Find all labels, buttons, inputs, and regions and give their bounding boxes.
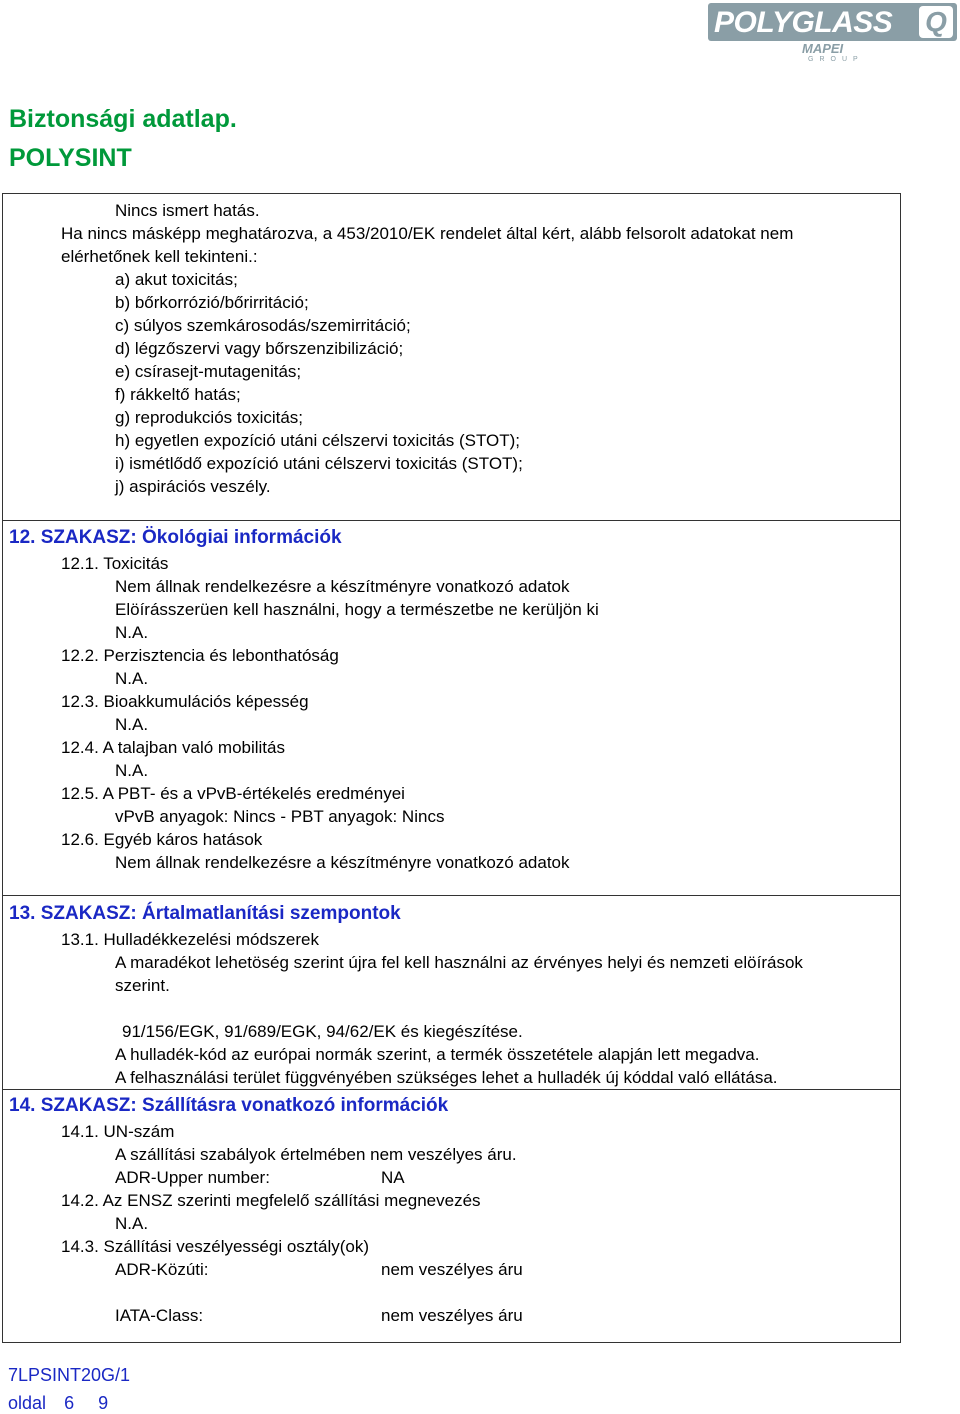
intro-text: Nincs ismert hatás. (115, 201, 260, 220)
subsection-text: N.A. (115, 761, 149, 780)
toxicity-list-item: a) akut toxicitás; (115, 270, 238, 289)
logo-brand: POLYGLASS (714, 6, 893, 39)
hazard-class-title: 14.3. Szállítási veszélyességi osztály(ok) (61, 1237, 370, 1256)
note-line-2: elérhetőnek kell tekinteni.: (61, 247, 258, 266)
subsection-title: 12.6. Egyéb káros hatások (61, 830, 263, 849)
divider-14 (2, 1089, 901, 1090)
section-14-heading: 14. SZAKASZ: Szállításra vonatkozó információk (9, 1095, 449, 1116)
polyglass-logo (708, 3, 957, 65)
logo-q-mark: Q (919, 6, 953, 38)
shipping-name-title: 14.2. Az ENSZ szerinti megfelelő szállítási megnevezés (61, 1191, 481, 1210)
subsection-title: 12.3. Bioakkumulációs képesség (61, 692, 309, 711)
adr-upper-value: NA (381, 1168, 405, 1187)
toxicity-list-item: g) reprodukciós toxicitás; (115, 408, 304, 427)
document-title: Biztonsági adatlap. (9, 105, 237, 133)
subsection-text: N.A. (115, 623, 149, 642)
waste-text-1: A maradékot lehetöség szerint újra fel kell használni az érvényes helyi és nemzeti elöírások (115, 953, 803, 972)
subsection-title: 12.1. Toxicitás (61, 554, 169, 573)
divider-12 (2, 520, 901, 521)
toxicity-list-item: h) egyetlen expozíció utáni célszervi toxicitás (STOT); (115, 431, 521, 450)
waste-code: A hulladék-kód az európai normák szerint, a termék összetétele alapján lett megadva. (115, 1045, 760, 1064)
shipping-name-value: N.A. (115, 1214, 149, 1233)
adr-road-value: nem veszélyes áru (381, 1260, 523, 1279)
toxicity-list-item: f) rákkeltő hatás; (115, 385, 241, 404)
subsection-title: 12.2. Perzisztencia és lebonthatóság (61, 646, 339, 665)
toxicity-list-item: d) légzőszervi vagy bőrszenzibilizáció; (115, 339, 404, 358)
page-label: oldal (8, 1393, 47, 1413)
waste-methods-title: 13.1. Hulladékkezelési módszerek (61, 930, 319, 949)
waste-directives: 91/156/EGK, 91/689/EGK, 94/62/EK és kiegészítése. (122, 1022, 523, 1041)
page-indicator (8, 1392, 108, 1414)
subsection-text: N.A. (115, 715, 149, 734)
page-total: 9 (98, 1393, 109, 1413)
un-number-title: 14.1. UN-szám (61, 1122, 175, 1141)
section-13-heading: 13. SZAKASZ: Ártalmatlanítási szempontok (9, 903, 401, 924)
subsection-text: N.A. (115, 669, 149, 688)
divider-13 (2, 895, 901, 896)
un-number-text: A szállítási szabályok értelmében nem veszélyes áru. (115, 1145, 517, 1164)
subsection-text: vPvB anyagok: Nincs - PBT anyagok: Nincs (115, 807, 445, 826)
toxicity-list-item: i) ismétlődő expozíció utáni célszervi toxicitás (STOT); (115, 454, 523, 473)
iata-class-label: IATA-Class: (115, 1306, 204, 1325)
subsection-text: Nem állnak rendelkezésre a készítményre vonatkozó adatok (115, 577, 570, 596)
logo-mapei: MAPEI (802, 41, 844, 56)
toxicity-list-item: b) bőrkorrózió/bőrirritáció; (115, 293, 309, 312)
toxicity-list-item: e) csírasejt-mutagenitás; (115, 362, 302, 381)
logo-group: GROUP (808, 56, 864, 63)
section-12-heading: 12. SZAKASZ: Ökológiai információk (9, 527, 342, 548)
note-line-1: Ha nincs másképp meghatározva, a 453/2010/EK rendelet által kért, alább felsorolt adatokat nem (61, 224, 794, 243)
iata-class-value: nem veszélyes áru (381, 1306, 523, 1325)
adr-road-label: ADR-Közúti: (115, 1260, 209, 1279)
subsection-title: 12.4. A talajban való mobilitás (61, 738, 285, 757)
waste-text-2: szerint. (115, 976, 170, 995)
subsection-text: Elöírásszerüen kell használni, hogy a természetbe ne kerüljön ki (115, 600, 599, 619)
document-code: 7LPSINT20G/1 (8, 1365, 131, 1385)
subsection-text: Nem állnak rendelkezésre a készítményre vonatkozó adatok (115, 853, 570, 872)
toxicity-list-item: j) aspirációs veszély. (115, 477, 271, 496)
adr-upper-label: ADR-Upper number: (115, 1168, 270, 1187)
toxicity-list-item: c) súlyos szemkárosodás/szemirritáció; (115, 316, 411, 335)
waste-area: A felhasználási terület függvényében szükséges lehet a hulladék új kóddal való ellátása. (115, 1068, 778, 1087)
logo-band (708, 3, 957, 41)
subsection-title: 12.5. A PBT- és a vPvB-értékelés eredményei (61, 784, 405, 803)
page-number: 6 (64, 1393, 75, 1413)
product-name: POLYSINT (9, 144, 132, 172)
